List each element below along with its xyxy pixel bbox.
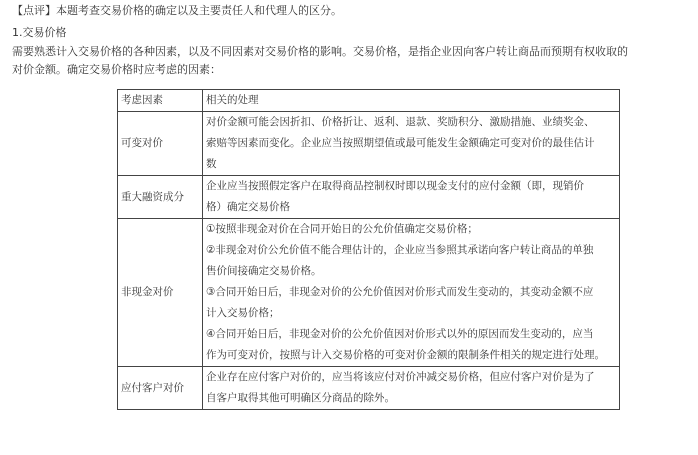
- treatment-line: 格）确定交易价格: [206, 201, 290, 213]
- comment-heading: 【点评】本题考查交易价格的确定以及主要责任人和代理人的区分。: [12, 4, 342, 17]
- treatment-cell: [203, 219, 620, 367]
- table-header-row: [118, 90, 620, 112]
- treatment-cell: [203, 176, 620, 219]
- treatment-line: 自客户取得其他可明确区分商品的除外。: [206, 392, 395, 404]
- table-row: [118, 367, 620, 410]
- treatment-line: 企业存在应付客户对价的，应当将该应付对价冲减交易价格，但应付客户对价是为了: [206, 371, 595, 383]
- treatment-line: 售价间接确定交易价格。: [206, 265, 322, 277]
- factor-cell: 可变对价: [118, 112, 203, 176]
- treatment-cell: [203, 367, 620, 410]
- intro-line: 对价金额。确定交易价格时应考虑的因素：: [12, 63, 221, 76]
- table-row: [118, 219, 620, 367]
- treatment-line: 计入交易价格；: [206, 307, 280, 319]
- section-title: 1.交易价格: [12, 26, 67, 39]
- header-treatment: 相关的处理: [203, 90, 620, 112]
- table-row: [118, 112, 620, 176]
- factor-cell: 非现金对价: [118, 219, 203, 367]
- treatment-line: 索赔等因素而变化。企业应当按照期望值或最可能发生金额确定可变对价的最佳估计: [206, 137, 595, 149]
- header-factor: 考虑因素: [118, 90, 203, 112]
- table-row: [118, 176, 620, 219]
- treatment-line: ④合同开始日后，非现金对价的公允价值因对价形式以外的原因而发生变动的，应当: [206, 328, 594, 340]
- treatment-line: 对价金额可能会因折扣、价格折让、返利、退款、奖励积分、激励措施、业绩奖金、: [206, 116, 595, 128]
- factor-cell: 重大融资成分: [118, 176, 203, 219]
- treatment-cell: [203, 112, 620, 176]
- intro-paragraph: [12, 43, 692, 79]
- factors-table: [117, 89, 620, 410]
- treatment-line: 作为可变对价，按照与计入交易价格的可变对价金额的限制条件相关的规定进行处理。: [206, 349, 605, 361]
- factor-cell: 应付客户对价: [118, 367, 203, 410]
- treatment-line: ③合同开始日后，非现金对价的公允价值因对价形式而发生变动的，其变动金额不应: [206, 286, 594, 298]
- treatment-line: ①按照非现金对价在合同开始日的公允价值确定交易价格；: [206, 223, 478, 235]
- treatment-line: 数: [206, 158, 217, 170]
- treatment-line: 企业应当按照假定客户在取得商品控制权时即以现金支付的应付金额（即，现销价: [206, 180, 584, 192]
- intro-line: 需要熟悉计入交易价格的各种因素，以及不同因素对交易价格的影响。交易价格，是指企业因向客户转让商品而预期有权收取的: [12, 45, 628, 58]
- treatment-line: ②非现金对价公允价值不能合理估计的，企业应当参照其承诺向客户转让商品的单独: [206, 244, 594, 256]
